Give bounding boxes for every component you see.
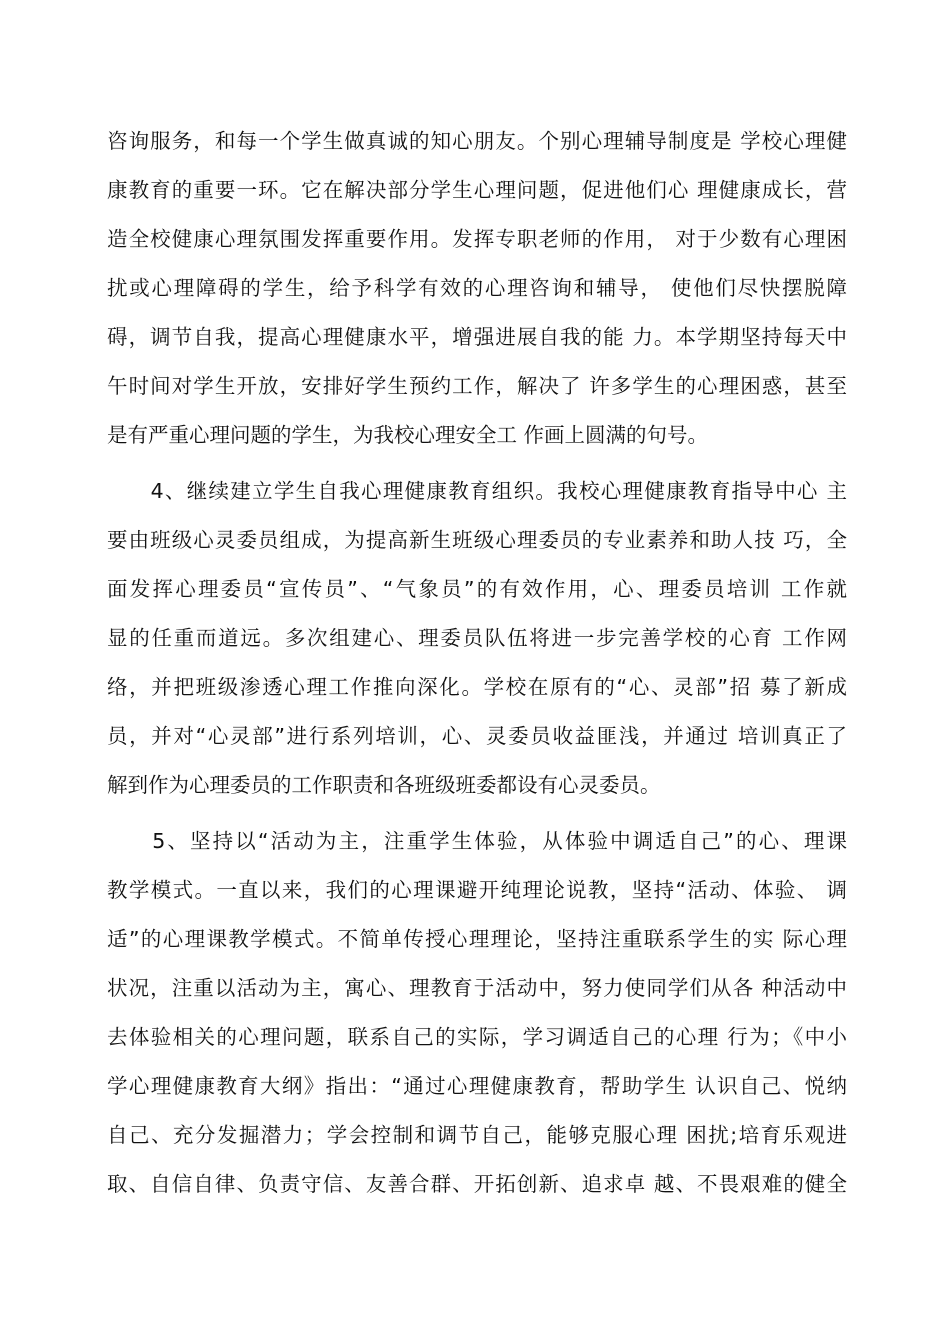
text-line: 4、继续建立学生自我心理健康教育组织。我校心理健康教育指导中心 主 — [107, 479, 847, 503]
text-line: 取、自信自律、负责守信、友善合群、开拓创新、追求卓 越、不畏艰难的健全 — [107, 1172, 847, 1196]
text-line: 咨询服务，和每一个学生做真诚的知心朋友。个别心理辅导制度是 学校心理健 — [107, 129, 847, 153]
text-line: 是有严重心理问题的学生，为我校心理安全工 作画上圆满的句号。 — [107, 423, 709, 447]
text-line: 状况，注重以活动为主，寓心、理教育于活动中，努力使同学们从各 种活动中 — [107, 976, 847, 1000]
text-line: 造全校健康心理氛围发挥重要作用。发挥专职老师的作用， 对于少数有心理困 — [107, 227, 847, 251]
text-line: 午时间对学生开放，安排好学生预约工作，解决了 许多学生的心理困惑，甚至 — [107, 374, 847, 398]
text-line: 康教育的重要一环。它在解决部分学生心理问题，促进他们心 理健康成长，营 — [107, 178, 847, 202]
text-line: 扰或心理障碍的学生，给予科学有效的心理咨询和辅导， 使他们尽快摆脱障 — [107, 276, 847, 300]
text-line: 络，并把班级渗透心理工作推向深化。学校在原有的“心、灵部”招 募了新成 — [107, 675, 847, 699]
text-line: 5、坚持以“活动为主，注重学生体验，从体验中调适自己”的心、理课 — [107, 829, 847, 853]
text-line: 要由班级心灵委员组成，为提高新生班级心理委员的专业素养和助人技 巧，全 — [107, 528, 847, 552]
text-line: 适”的心理课教学模式。不简单传授心理理论，坚持注重联系学生的实 际心理 — [107, 927, 847, 951]
text-line: 学心理健康教育大纲》指出：“通过心理健康教育，帮助学生 认识自己、悦纳 — [107, 1074, 847, 1098]
text-line: 碍，调节自我，提高心理健康水平，增强进展自我的能 力。本学期坚持每天中 — [107, 325, 847, 349]
text-line: 显的任重而道远。多次组建心、理委员队伍将进一步完善学校的心育 工作网 — [107, 626, 847, 650]
text-line: 员，并对“心灵部”进行系列培训，心、灵委员收益匪浅，并通过 培训真正了 — [107, 724, 847, 748]
text-line: 面发挥心理委员“宣传员”、“气象员”的有效作用，心、理委员培训 工作就 — [107, 577, 847, 601]
text-line: 解到作为心理委员的工作职责和各班级班委都设有心灵委员。 — [107, 773, 661, 797]
text-line: 自己、充分发掘潜力；学会控制和调节自己，能够克服心理 困扰;培育乐观进 — [107, 1123, 847, 1147]
text-line: 教学模式。一直以来，我们的心理课避开纯理论说教，坚持“活动、体验、 调 — [107, 878, 847, 902]
text-line: 去体验相关的心理问题，联系自己的实际，学习调适自己的心理 行为；《中小 — [107, 1025, 847, 1049]
